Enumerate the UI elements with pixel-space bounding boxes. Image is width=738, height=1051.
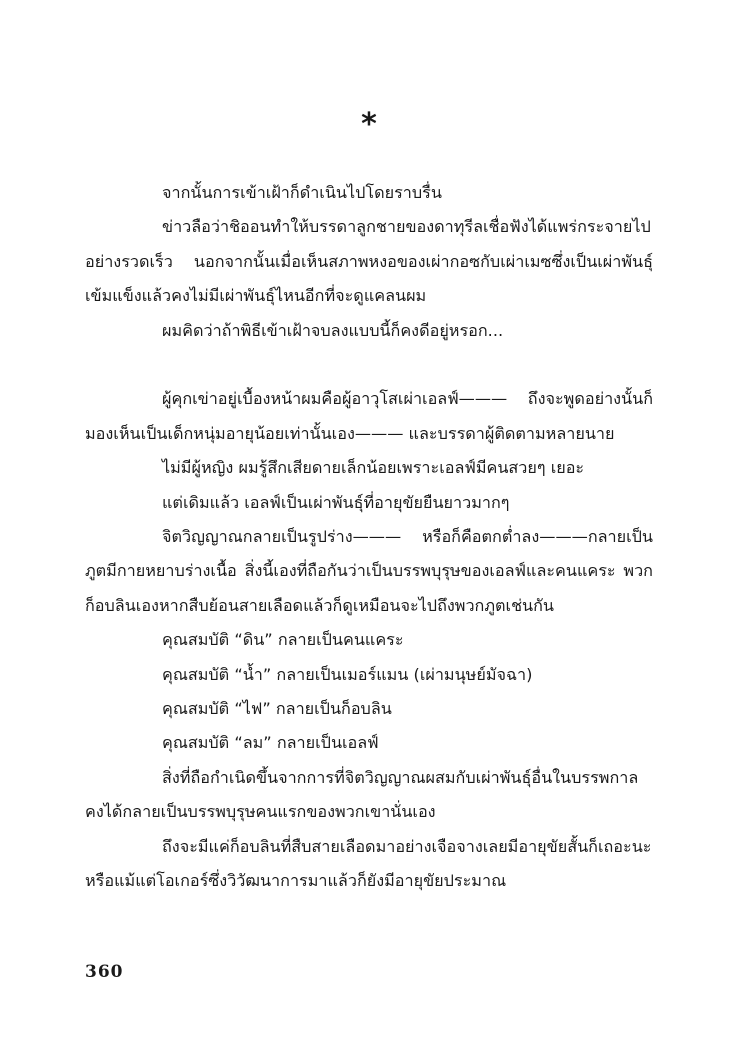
paragraph-1: จากนั้นการเข้าเฝ้าก็ดำเนินไปโดยราบรื่น xyxy=(162,183,442,202)
paragraph-7: จิตวิญญาณกลายเป็นรูปร่าง——— หรือก็คือตกต่ำลง———กลายเป็นภูตมีกายหยาบร่างเนื้อ สิ่งนี้เองที่ถือกันว่าเป็นบรรพบุรุษของเอลฟ์และคนแคระ พวกก็อบลินเองหากสืบย้อนสายเลือดแล้วก็ดูเหมือนจะไปถึงพวกภูตเช่นกัน xyxy=(85,527,653,615)
attribute-water: คุณสมบัติ “น้ำ” กลายเป็นเมอร์แมน (เผ่ามนุษย์มัจฉา) xyxy=(162,664,533,684)
paragraph-6: แต่เดิมแล้ว เอลฟ์เป็นเผ่าพันธุ์ที่อายุขัยยืนยาวมากๆ xyxy=(162,492,510,512)
paragraph-9: ถึงจะมีแค่ก็อบลินที่สืบสายเลือดมาอย่างเจือจางเลยมีอายุขัยสั้นก็เถอะนะ หรือแม้แต่โอเกอร์ซึ่งวิวัฒนาการมาแล้วก็ยังมีอายุขัยประมาณ xyxy=(85,836,652,891)
section-break-asterisk: * xyxy=(361,107,377,142)
attribute-wind: คุณสมบัติ “ลม” กลายเป็นเอลฟ์ xyxy=(162,733,379,753)
attribute-fire: คุณสมบัติ “ไฟ” กลายเป็นก็อบลิน xyxy=(162,699,392,719)
paragraph-5: ไม่มีผู้หญิง ผมรู้สึกเสียดายเล็กน้อยเพราะเอลฟ์มีคนสวยๆ เยอะ xyxy=(162,458,585,478)
paragraph-gap xyxy=(85,348,653,382)
paragraph-4: ผู้คุกเข่าอยู่เบื้องหน้าผมคือผู้อาวุโสเผ่าเอลฟ์——— ถึงจะพูดอย่างนั้นก็มองเห็นเป็นเด็กหนุ่มอายุน้อยเท่านั้นเอง——— และบรรดาผู้ติดตามหลายนาย xyxy=(85,389,653,443)
paragraph-2: ข่าวลือว่าชิออนทำให้บรรดาลูกชายของดาทุรีลเชื่อฟังได้แพร่กระจายไปอย่างรวดเร็ว นอกจากนั้นเมื่อเห็นสภาพหงอของเผ่ากอซกับเผ่าเมซซึ่งเป็นเผ่าพันธุ์เข้มแข็งแล้วคงไม่มีเผ่าพันธุ์ไหนอีกที่จะดูแคลนผม xyxy=(85,217,653,306)
page-number: 360 xyxy=(85,962,124,982)
paragraph-8: สิ่งที่ถือกำเนิดขึ้นจากการที่จิตวิญญาณผสมกับเผ่าพันธุ์อื่นในบรรพกาลคงได้กลายเป็นบรรพบุรุษคนแรกของพวกเขานั่นเอง xyxy=(85,767,639,822)
attribute-earth: คุณสมบัติ “ดิน” กลายเป็นคนแคระ xyxy=(162,630,404,650)
paragraph-3: ผมคิดว่าถ้าพิธีเข้าเฝ้าจบลงแบบนี้ก็คงดีอยู่หรอก... xyxy=(162,320,504,340)
body-text xyxy=(85,176,653,899)
